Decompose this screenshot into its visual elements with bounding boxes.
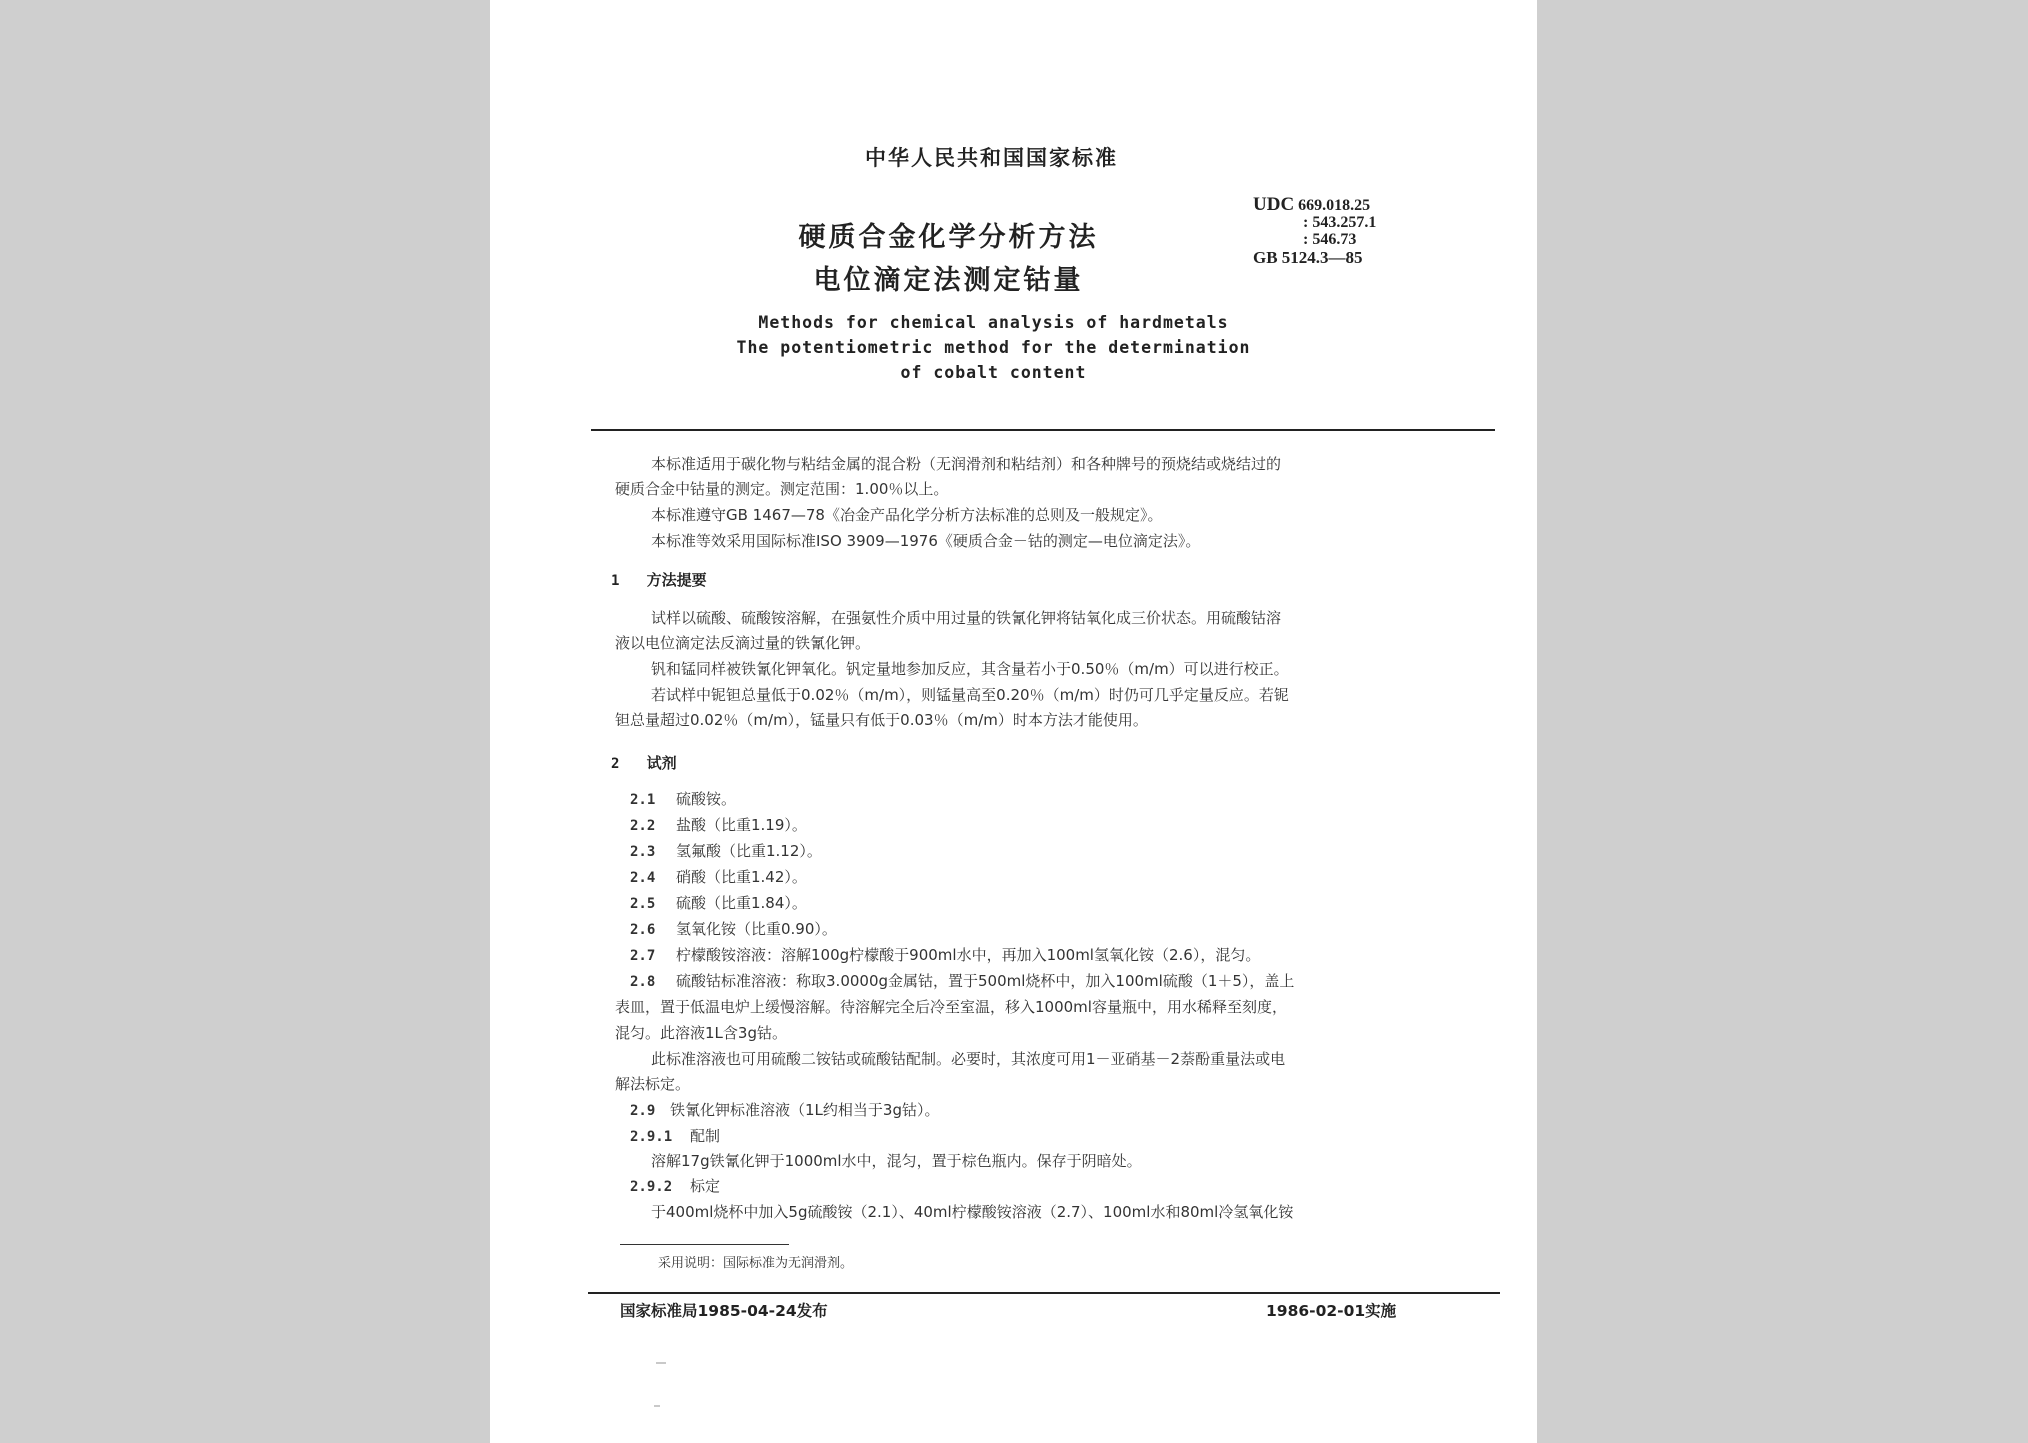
section-1-line-1: 试样以硫酸、硫酸铵溶解，在强氨性介质中用过量的铁氰化钾将钴氧化成三价状态。用硫酸钴溶 [651,609,1282,627]
reagent-2-9: 2.9 铁氰化钾标准溶液（1L约相当于3g钴）。 [630,1101,940,1119]
title-chinese-line-2: 电位滴定法测定钴量 [813,265,1084,296]
reagent-2-8-line-5: 解法标定。 [615,1075,691,1093]
reagent-2-9-2-text: 于400ml烧杯中加入5g硫酸铵（2.1）、40ml柠檬酸铵溶液（2.7）、100ml水和80ml冷氢氧化铵 [651,1203,1294,1221]
intro-line-2: 硬质合金中钴量的测定。测定范围：1.00％以上。 [615,480,949,498]
header-divider [591,429,1495,431]
section-1-line-2: 液以电位滴定法反滴过量的铁氰化钾。 [615,634,871,652]
footnote-divider [620,1244,789,1245]
reagent-item: 2.2 盐酸（比重1.19）。 [630,816,807,834]
section-2-number: 2 [611,756,620,772]
udc-block [1253,196,1376,266]
issuing-country-heading: 中华人民共和国国家标准 [865,146,1118,170]
title-english-line-2: The potentiometric method for the determination [736,338,1251,357]
reagent-2-9-1-text: 溶解17g铁氰化钾于1000ml水中，混匀，置于棕色瓶内。保存于阴暗处。 [651,1152,1142,1170]
gb-standard-number: GB 5124.3—85 [1253,248,1363,267]
reagent-2-9-2-heading: 2.9.2 标定 [630,1177,721,1195]
reagent-2-8-line-1: 2.8 硫酸钴标准溶液：称取3.0000g金属钴，置于500ml烧杯中，加入100ml硫酸（1＋5），盖上 [630,972,1295,990]
intro-line-3: 本标准遵守GB 1467—78《冶金产品化学分析方法标准的总则及一般规定》。 [651,506,1163,524]
title-chinese-line-1: 硬质合金化学分析方法 [798,222,1099,253]
reagent-item: 2.6 氢氧化铵（比重0.90）。 [630,920,837,938]
section-1-line-3: 钒和锰同样被铁氰化钾氧化。钒定量地参加反应，其含量若小于0.50％（m/m）可以进行校正。 [651,660,1289,678]
reagent-item: 2.3 氢氟酸（比重1.12）。 [630,842,822,860]
reagent-item: 2.5 硫酸（比重1.84）。 [630,894,807,912]
scan-speck [654,1405,660,1407]
udc-code-1: 669.018.25 [1298,197,1371,214]
effective-date: 1986-02-01实施 [1266,1302,1397,1320]
title-english-line-1: Methods for chemical analysis of hardmetals [758,313,1229,332]
footer-divider [588,1292,1500,1294]
section-2-heading [611,752,677,773]
scan-speck [656,1362,666,1364]
section-1-heading [611,569,707,590]
document-page [490,0,1537,1443]
reagent-2-8-line-3: 混匀。此溶液1L含3g钴。 [615,1024,787,1042]
udc-label: UDC [1253,194,1295,215]
section-1-line-4: 若试样中铌钽总量低于0.02％（m/m），则锰量高至0.20％（m/m）时仍可几乎定量反应。若铌 [651,686,1289,704]
section-2-title: 试剂 [646,754,677,772]
section-1-number: 1 [611,573,620,589]
section-1-title: 方法提要 [646,571,707,589]
udc-code-3: : 546.73 [1303,231,1357,248]
intro-line-1: 本标准适用于碳化物与粘结金属的混合粉（无润滑剂和粘结剂）和各种牌号的预烧结或烧结过的 [651,455,1282,473]
reagent-item: 2.7 柠檬酸铵溶液：溶解100g柠檬酸于900ml水中，再加入100ml氢氧化铵（2.6），混匀。 [630,946,1261,964]
reagent-2-9-1-heading: 2.9.1 配制 [630,1127,721,1145]
reagent-2-8-line-4: 此标准溶液也可用硫酸二铵钴或硫酸钴配制。必要时，其浓度可用1－亚硝基－2萘酚重量法或电 [651,1050,1286,1068]
reagent-item: 2.1 硫酸铵。 [630,790,737,808]
udc-code-2: : 543.257.1 [1303,214,1377,231]
issue-date: 国家标准局1985-04-24发布 [620,1302,828,1320]
reagent-item: 2.4 硝酸（比重1.42）。 [630,868,807,886]
title-english-line-3: of cobalt content [900,363,1087,382]
footnote: 采用说明：国际标准为无润滑剂。 [658,1256,854,1271]
section-1-line-5: 钽总量超过0.02％（m/m），锰量只有低于0.03％（m/m）时本方法才能使用。 [615,711,1148,729]
reagent-2-8-line-2: 表皿，置于低温电炉上缓慢溶解。待溶解完全后冷至室温，移入1000ml容量瓶中，用水稀释至刻度， [615,998,1287,1016]
intro-line-4: 本标准等效采用国际标准ISO 3909—1976《硬质合金－钴的测定—电位滴定法》。 [651,532,1201,550]
